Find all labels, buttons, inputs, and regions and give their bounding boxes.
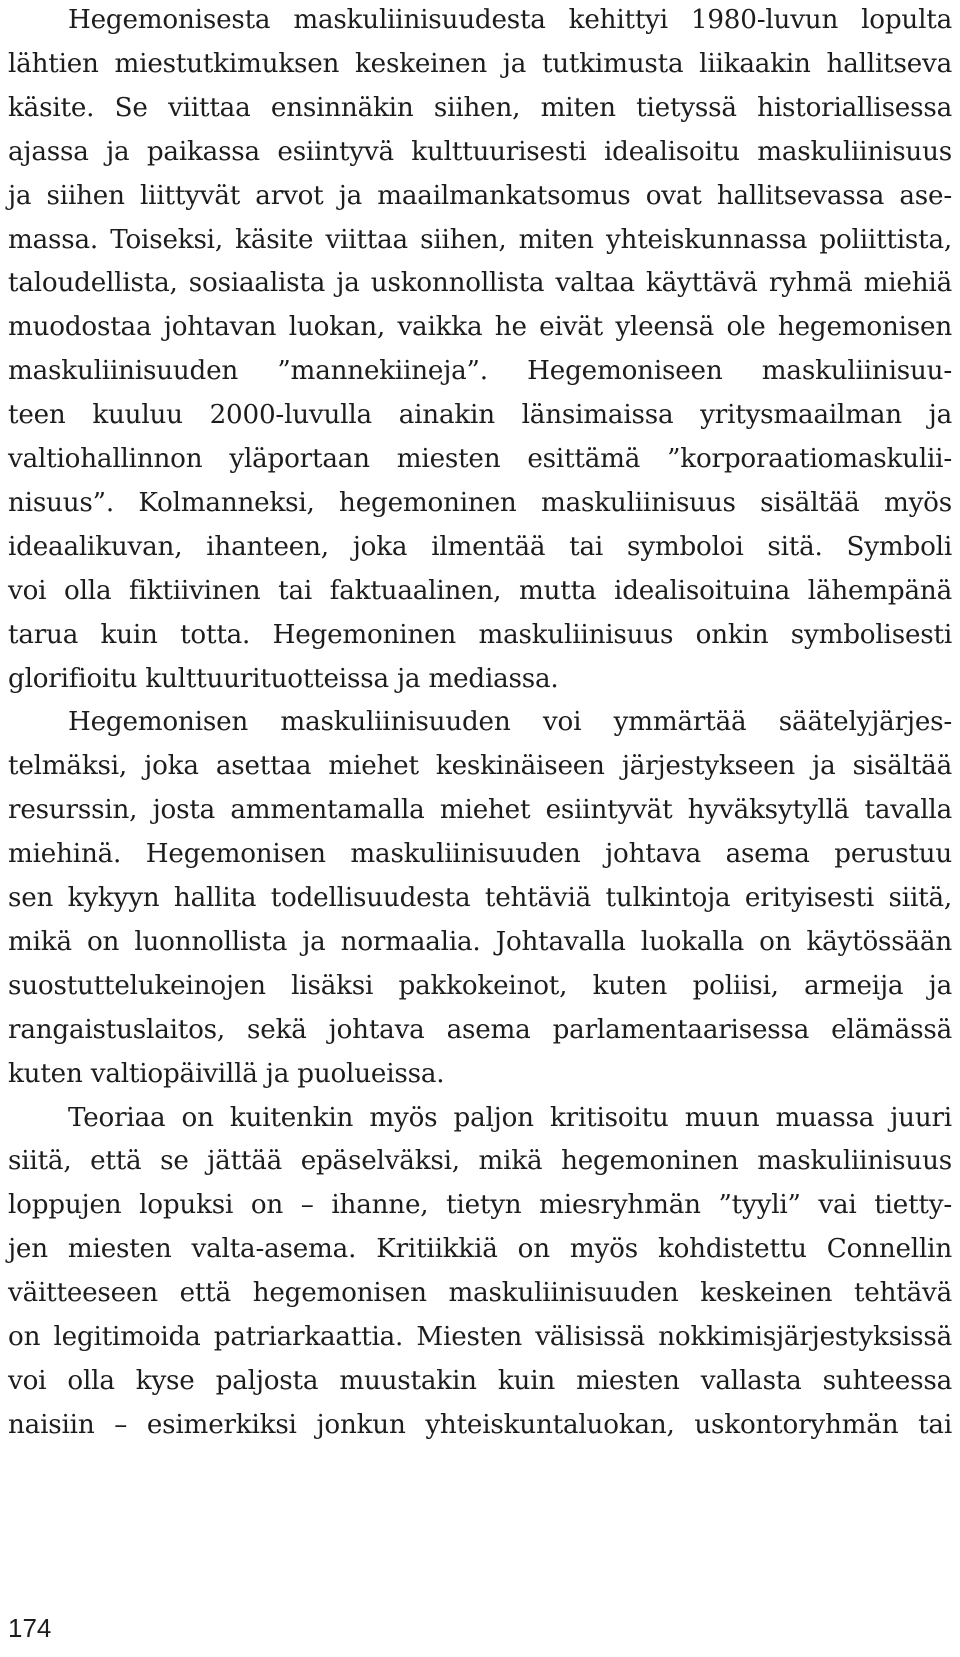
- text-line: maskuliinisuuden ”mannekiineja”. Hegemoniseen maskuliinisuu-: [8, 356, 952, 387]
- text-line: rangaistuslaitos, sekä johtava asema parlamentaarisessa elämässä: [8, 1014, 952, 1045]
- text-line: käsite. Se viittaa ensinnäkin siihen, miten tietyssä historiallisessa: [8, 92, 952, 123]
- text-line: Hegemonisen maskuliinisuuden voi ymmärtää säätelyjärjes-: [68, 707, 952, 738]
- text-line: teen kuuluu 2000-luvulla ainakin länsimaissa yritysmaailman ja: [8, 400, 952, 431]
- text-line: voi olla fiktiivinen tai faktuaalinen, mutta idealisoituina lähempänä: [8, 575, 952, 606]
- text-line: valtiohallinnon yläportaan miesten esittämä ”korporaatiomaskulii-: [8, 444, 952, 474]
- text-line: suostuttelukeinojen lisäksi pakkokeinot, kuten poliisi, armeija ja: [8, 970, 952, 1001]
- text-line: telmäksi, joka asettaa miehet keskinäiseen järjestykseen ja sisältää: [8, 751, 952, 782]
- text-line: ideaalikuvan, ihanteen, joka ilmentää tai symboloi sitä. Symboli: [8, 531, 952, 562]
- text-line: muodostaa johtavan luokan, vaikka he eivät yleensä ole hegemonisen: [8, 312, 952, 343]
- text-line: väitteeseen että hegemonisen maskuliinisuuden keskeinen tehtävä: [8, 1278, 952, 1309]
- text-line: mikä on luonnollista ja normaalia. Johtavalla luokalla on käytössään: [8, 926, 952, 957]
- text-line: voi olla kyse paljosta muustakin kuin miesten vallasta suhteessa: [8, 1365, 952, 1396]
- text-line: tarua kuin totta. Hegemoninen maskuliinisuus onkin symbolisesti: [8, 619, 952, 650]
- text-line: Teoriaa on kuitenkin myös paljon kritisoitu muun muassa juuri: [68, 1102, 952, 1133]
- text-line: ja siihen liittyvät arvot ja maailmankatsomus ovat hallitsevassa ase-: [8, 180, 952, 211]
- text-line: ajassa ja paikassa esiintyvä kulttuurisesti idealisoitu maskuliinisuus: [8, 136, 952, 167]
- text-line: kuten valtiopäivillä ja puolueissa.: [8, 1058, 445, 1089]
- text-line: Hegemonisesta maskuliinisuudesta kehittyi 1980-luvun lopulta: [68, 5, 952, 35]
- page-number: 174: [8, 1613, 52, 1643]
- text-line: nisuus”. Kolmanneksi, hegemoninen maskuliinisuus sisältää myös: [8, 487, 952, 518]
- text-line: miehinä. Hegemonisen maskuliinisuuden johtava asema perustuu: [8, 839, 952, 870]
- text-line: taloudellista, sosiaalista ja uskonnollista valtaa käyttävä ryhmä miehiä: [8, 268, 952, 299]
- text-line: siitä, että se jättää epäselväksi, mikä hegemoninen maskuliinisuus: [8, 1146, 952, 1177]
- text-line: naisiin – esimerkiksi jonkun yhteiskuntaluokan, uskontoryhmän tai: [8, 1409, 952, 1440]
- text-line: jen miesten valta-asema. Kritiikkiä on myös kohdistettu Connellin: [8, 1234, 952, 1265]
- text-line: loppujen lopuksi on – ihanne, tietyn miesryhmän ”tyyli” vai tietty-: [8, 1190, 952, 1221]
- text-line: lähtien miestutkimuksen keskeinen ja tutkimusta liikaakin hallitseva: [8, 48, 952, 79]
- text-line: massa. Toiseksi, käsite viittaa siihen, miten yhteiskunnassa poliittista,: [8, 224, 952, 255]
- text-line: on legitimoida patriarkaattia. Miesten välisissä nokkimisjärjestyksissä: [8, 1322, 952, 1352]
- text-line: resurssin, josta ammentamalla miehet esiintyvät hyväksytyllä tavalla: [8, 795, 952, 826]
- document-page: [8, 0, 952, 1657]
- text-line: sen kykyyn hallita todellisuudesta tehtäviä tulkintoja erityisesti siitä,: [8, 883, 952, 913]
- text-line: glorifioitu kulttuurituotteissa ja mediassa.: [8, 663, 559, 694]
